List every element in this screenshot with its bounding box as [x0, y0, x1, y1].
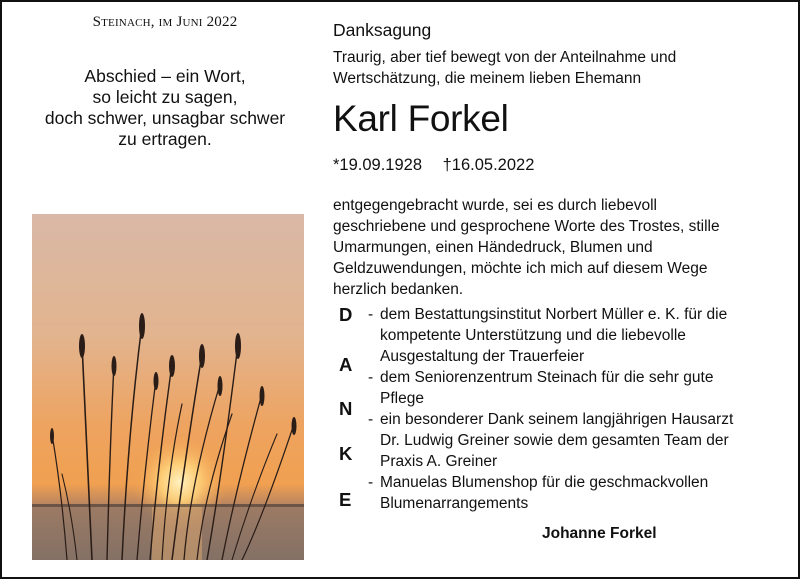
item-line: Praxis A. Greiner	[380, 453, 498, 470]
poem-line: Abschied – ein Wort,	[84, 66, 246, 86]
notice-heading: Danksagung	[333, 20, 432, 40]
danke-letter: E	[339, 489, 352, 510]
death-date: †16.05.2022	[442, 156, 535, 174]
thanks-item	[368, 472, 708, 514]
body-line: geschriebene und gesprochene Worte des Trostes, stille	[333, 218, 720, 235]
body-line: entgegengebracht wurde, sei es durch liebevoll	[333, 197, 657, 214]
item-dash: -	[368, 306, 374, 323]
item-dash: -	[368, 411, 374, 428]
item-dash: -	[368, 474, 374, 491]
item-line: Blumenarrangements	[380, 495, 529, 512]
deceased-name: Karl Forkel	[333, 98, 509, 139]
poem-line: zu ertragen.	[118, 129, 212, 149]
item-line: dem Seniorenzentrum Steinach für die sehr gute	[380, 369, 714, 386]
thanks-item	[368, 409, 733, 472]
poem-line: doch schwer, unsagbar schwer	[44, 108, 286, 128]
danke-letter: K	[339, 443, 353, 464]
notice-body	[333, 195, 773, 300]
item-line: Manuelas Blumenshop für die geschmackvollen	[380, 474, 709, 491]
thanks-item	[368, 304, 727, 367]
danke-letter: N	[339, 398, 353, 419]
danke-letter: A	[339, 354, 353, 375]
item-line: ein besonderer Dank seinem langjährigen Hausarzt	[380, 411, 734, 428]
notice-intro	[333, 47, 773, 89]
intro-line: Traurig, aber tief bewegt von der Anteilnahme und	[333, 49, 677, 66]
item-line: dem Bestattungsinstitut Norbert Müller e. K. für die	[380, 306, 728, 323]
danke-letter: D	[339, 304, 353, 325]
item-line: Dr. Ludwig Greiner sowie dem gesamten Team der	[380, 432, 729, 449]
place-date: Steinach, im Juni 2022	[92, 14, 238, 30]
thanks-item	[368, 367, 713, 409]
item-line: Pflege	[380, 390, 424, 407]
body-line: Geldzuwendungen, möchte ich mich auf diesem Wege	[333, 260, 708, 277]
item-dash: -	[368, 369, 374, 386]
body-line: herzlich bedanken.	[333, 281, 464, 298]
item-line: Ausgestaltung der Trauerfeier	[380, 348, 585, 365]
poem	[0, 66, 330, 150]
signature: Johanne Forkel	[542, 525, 657, 542]
poem-line: so leicht zu sagen,	[92, 87, 238, 107]
item-line: kompetente Unterstützung und die liebevolle	[380, 327, 686, 344]
life-dates	[333, 156, 534, 175]
sunset-reeds-photo	[32, 214, 304, 560]
intro-line: Wertschätzung, die meinem lieben Ehemann	[333, 70, 642, 87]
birth-date: *19.09.1928	[333, 156, 423, 174]
body-line: Umarmungen, einen Händedruck, Blumen und	[333, 239, 653, 256]
